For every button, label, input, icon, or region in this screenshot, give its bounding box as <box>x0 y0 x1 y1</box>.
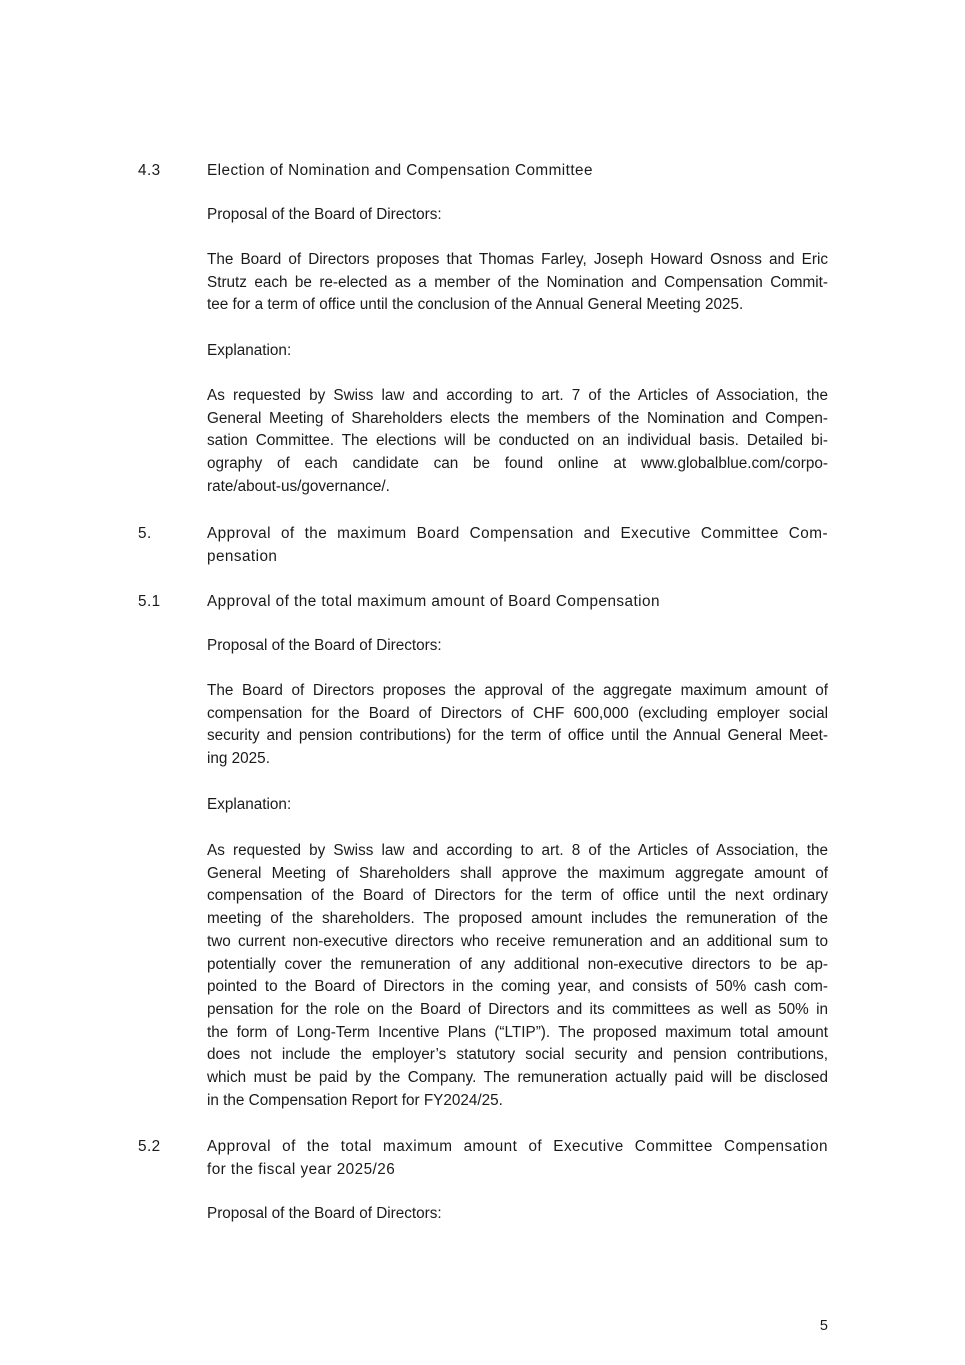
section-title: Election of Nomination and Compensation Committee <box>207 162 593 179</box>
explanation-label: Explanation: <box>207 796 292 813</box>
section-4-3-heading <box>138 159 828 182</box>
explanation-paragraph <box>207 840 828 1112</box>
section-number: 5.1 <box>138 593 161 610</box>
proposal-label: Proposal of the Board of Directors: <box>207 637 442 654</box>
section-number: 4.3 <box>138 162 161 179</box>
paragraph-line: does not include the employer’s statutory social security and pension contributions, <box>207 1046 828 1064</box>
paragraph-line: As requested by Swiss law and according to art. 7 of the Articles of Association, the <box>207 387 828 404</box>
section-title-line: Approval of the maximum Board Compensation and Executive Committee Com- <box>207 525 828 542</box>
paragraph-line: rate/about-us/governance/. <box>207 477 390 495</box>
section-title-line: pensation <box>207 548 278 565</box>
paragraph-line: compensation for the Board of Directors of CHF 600,000 (excluding employer social <box>207 704 828 722</box>
explanation-label: Explanation: <box>207 342 292 359</box>
paragraph-line: pensation for the role on the Board of Directors and its committees as well as 50% in <box>207 1000 828 1018</box>
proposal-label: Proposal of the Board of Directors: <box>207 206 442 223</box>
paragraph-line: General Meeting of Shareholders shall approve the maximum aggregate amount of <box>207 864 828 882</box>
paragraph-line: The Board of Directors proposes the approval of the aggregate maximum amount of <box>207 682 828 699</box>
paragraph-line: security and pension contributions) for the term of office until the Annual General Meet- <box>207 727 828 745</box>
paragraph-line: sation Committee. The elections will be conducted on an individual basis. Detailed bi- <box>207 432 828 450</box>
paragraph-line: potentially cover the remuneration of any additional non-executive directors to be ap- <box>207 955 828 973</box>
paragraph-line: in the Compensation Report for FY2024/25. <box>207 1091 503 1109</box>
paragraph-line: pointed to the Board of Directors in the coming year, and consists of 50% cash com- <box>207 978 828 996</box>
proposal-paragraph <box>207 680 828 771</box>
paragraph-line: The Board of Directors proposes that Thomas Farley, Joseph Howard Osnoss and Eric <box>207 251 828 268</box>
section-title-line: Approval of the total maximum amount of Executive Committee Compensation <box>207 1138 828 1155</box>
paragraph-line: As requested by Swiss law and according to art. 8 of the Articles of Association, the <box>207 842 828 859</box>
paragraph-line: which must be paid by the Company. The remuneration actually paid will be disclosed <box>207 1069 828 1087</box>
section-5-1-heading <box>138 590 828 613</box>
paragraph-line: the form of Long-Term Incentive Plans (“LTIP”). The proposed maximum total amount <box>207 1023 828 1041</box>
paragraph-line: ography of each candidate can be found online at www.globalblue.com/corpo- <box>207 455 828 473</box>
section-title-line: for the fiscal year 2025/26 <box>207 1161 396 1178</box>
paragraph-line: Strutz each be re-elected as a member of the Nomination and Compensation Commit- <box>207 273 828 291</box>
section-5-2-heading <box>138 1135 828 1181</box>
page-number: 5 <box>819 1318 828 1334</box>
paragraph-line: two current non-executive directors who receive remuneration and an additional sum to <box>207 932 828 950</box>
proposal-paragraph <box>207 249 828 317</box>
explanation-paragraph <box>207 385 828 499</box>
paragraph-line: tee for a term of office until the conclusion of the Annual General Meeting 2025. <box>207 296 744 314</box>
paragraph-line: ing 2025. <box>207 750 270 768</box>
section-number: 5. <box>138 525 152 542</box>
proposal-label: Proposal of the Board of Directors: <box>207 1205 442 1222</box>
paragraph-line: meeting of the shareholders. The proposed amount includes the remuneration of the <box>207 910 828 928</box>
section-number: 5.2 <box>138 1138 161 1155</box>
paragraph-line: compensation of the Board of Directors for the term of office until the next ordinary <box>207 887 828 905</box>
section-title: Approval of the total maximum amount of Board Compensation <box>207 593 660 610</box>
section-5-heading <box>138 522 828 568</box>
paragraph-line: General Meeting of Shareholders elects the members of the Nomination and Compen- <box>207 409 828 427</box>
